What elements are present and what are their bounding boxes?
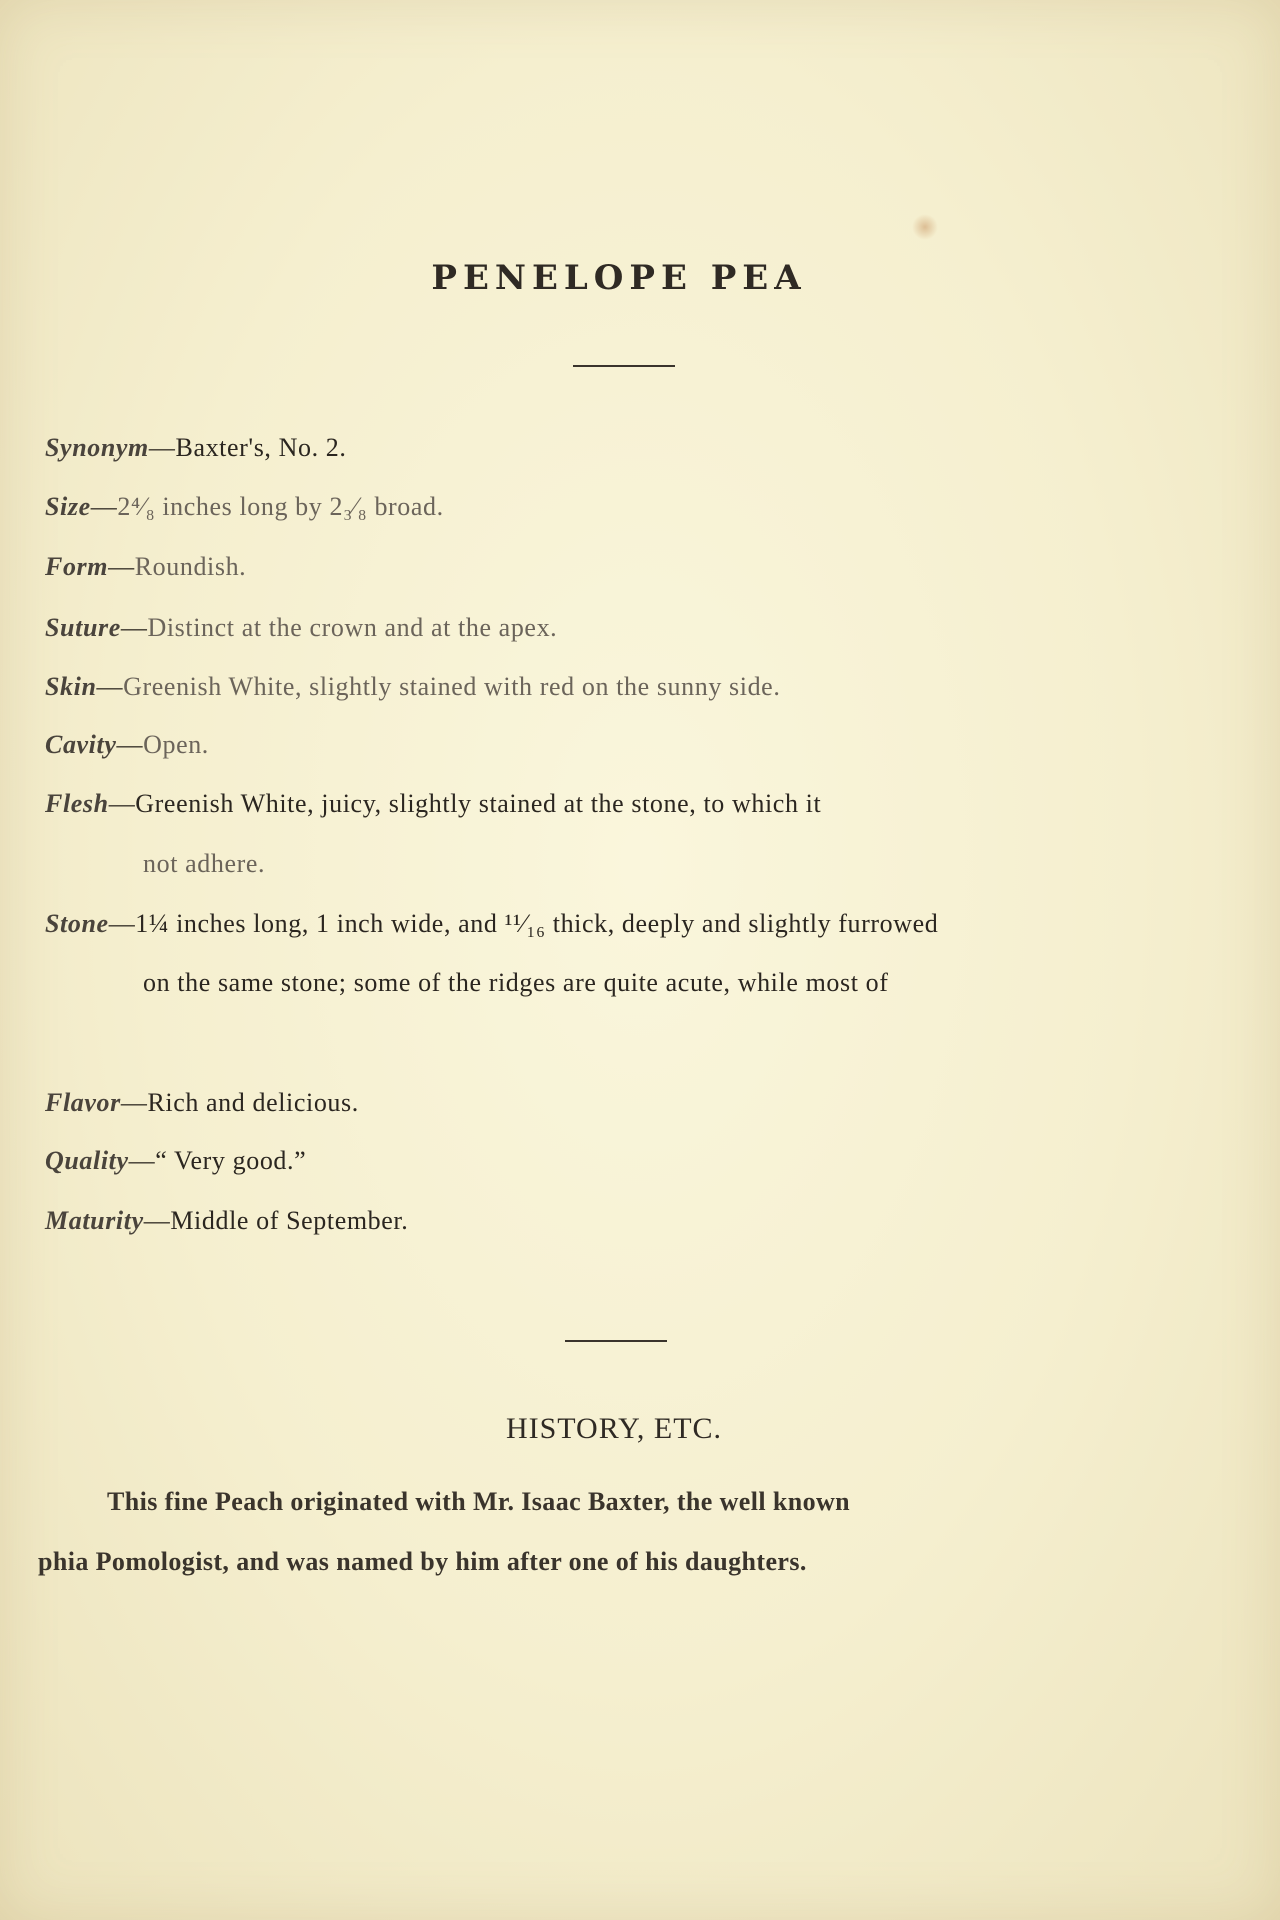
entry-value: Baxter's, No. 2.: [175, 433, 347, 462]
entry-label: Form: [45, 552, 109, 581]
history-heading: HISTORY, ETC.: [505, 1412, 723, 1445]
entry-label: Skin: [45, 672, 97, 701]
entry-label: Quality: [45, 1146, 129, 1175]
history-paragraph-line: phia Pomologist, and was named by him after one of his daughters.: [38, 1547, 807, 1576]
entry-value-continued: not adhere.: [143, 849, 266, 878]
entry-stone-continuation: [143, 967, 889, 999]
entry-label: Size: [45, 492, 91, 521]
entry-value: Open.: [143, 730, 209, 759]
entry-value: “ Very good.”: [155, 1146, 307, 1175]
entry-value-continued: on the same stone; some of the ridges are quite acute, while most of: [143, 968, 889, 997]
entry-value: Rich and delicious.: [147, 1088, 359, 1117]
entry-value: Greenish White, slightly stained with red on the sunny side.: [123, 672, 781, 701]
history-paragraph-line: This fine Peach originated with Mr. Isaac Baxter, the well known: [107, 1487, 851, 1516]
section-rule: [565, 1340, 667, 1342]
entry-label: Cavity: [45, 730, 117, 759]
entry-value: 1¼ inches long, 1 inch wide, and ¹¹⁄₁₆ thick, deeply and slightly furrowed: [135, 909, 939, 938]
entry-label: Maturity: [45, 1206, 144, 1235]
entry-value: Middle of September.: [170, 1206, 409, 1235]
entry-maturity: Maturity—Middle of September.: [45, 1206, 409, 1235]
entry-label: Synonym: [45, 433, 149, 462]
entry-synonym: Synonym—Baxter's, No. 2.: [45, 433, 347, 462]
page-title: PENELOPE PEA: [431, 258, 807, 298]
entry-label: Suture: [45, 613, 121, 642]
entry-suture: Suture—Distinct at the crown and at the apex.: [45, 613, 558, 642]
entry-value: Roundish.: [134, 552, 247, 581]
entry-value: 2⁴⁄₈ inches long by 2₃⁄₈ broad.: [117, 492, 444, 521]
entry-size: Size—2⁴⁄₈ inches long by 2₃⁄₈ broad.: [45, 492, 444, 521]
entry-flesh: Flesh—Greenish White, juicy, slightly stained at the stone, to which it: [45, 789, 822, 818]
entry-skin: Skin—Greenish White, slightly stained with red on the sunny side.: [45, 672, 781, 701]
title-rule: [573, 365, 675, 367]
entry-label: Stone: [45, 909, 109, 938]
entry-cavity: Cavity—Open.: [45, 730, 209, 759]
entry-label: Flesh: [45, 789, 109, 818]
paper-stain: [912, 214, 938, 240]
entry-stone: Stone—1¼ inches long, 1 inch wide, and ¹¹⁄₁₆ thick, deeply and slightly furrowed: [45, 909, 939, 938]
entry-value: Greenish White, juicy, slightly stained at the stone, to which it: [135, 789, 822, 818]
entry-quality: Quality—“ Very good.”: [45, 1146, 307, 1175]
entry-flavor: Flavor—Rich and delicious.: [45, 1088, 359, 1117]
entry-flesh-continuation: [143, 848, 265, 880]
entry-form: Form—Roundish.: [45, 552, 247, 581]
entry-value: Distinct at the crown and at the apex.: [147, 613, 558, 642]
entry-label: Flavor: [45, 1088, 121, 1117]
